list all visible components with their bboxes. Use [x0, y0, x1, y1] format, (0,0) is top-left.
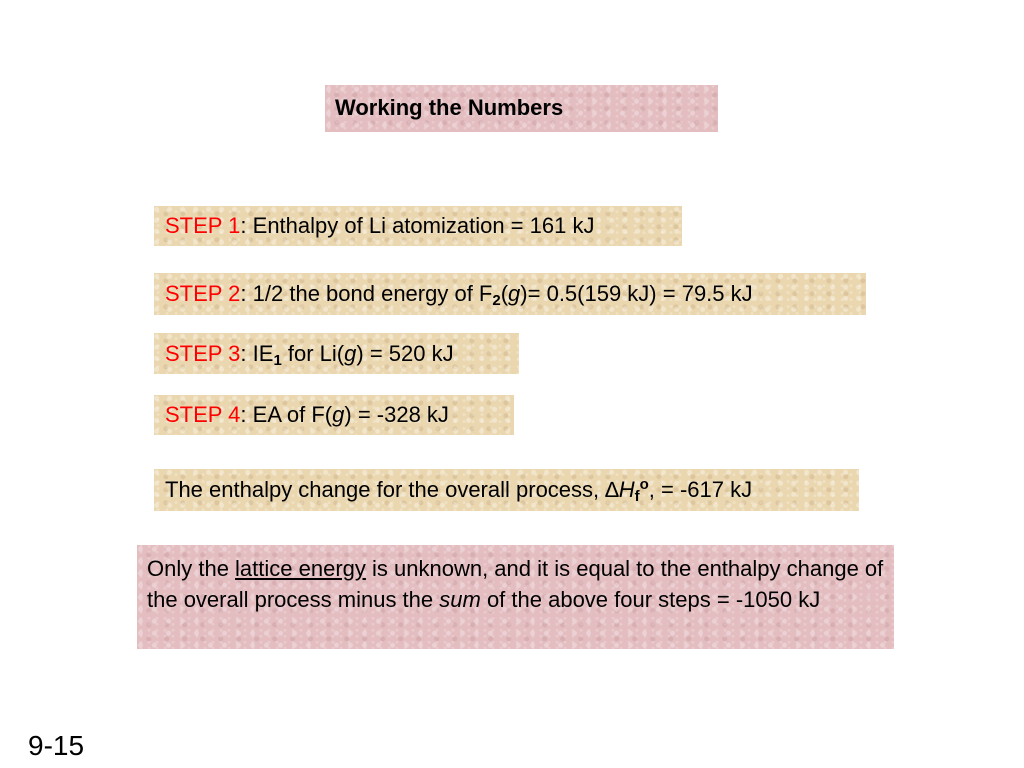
slide-title: Working the Numbers	[335, 95, 564, 120]
step-4-text-a: : EA of F(	[240, 402, 333, 427]
step-2-italic: g	[508, 281, 521, 306]
overall-process-box	[154, 469, 859, 511]
step-4-text-b: ) = -328 kJ	[344, 402, 449, 427]
enthalpy-symbol: H	[618, 477, 635, 502]
delta-symbol: ∆	[605, 477, 619, 502]
step-3-italic: g	[344, 341, 357, 366]
step-4-italic: g	[332, 402, 345, 427]
step-4-label: STEP 4	[165, 402, 241, 427]
step-2-label: STEP 2	[165, 281, 241, 306]
standard-superscript: o	[639, 476, 649, 493]
step-2-text-b: (	[500, 281, 509, 306]
lattice-energy-term: lattice energy	[235, 556, 366, 581]
lattice-text-a: Only the	[147, 556, 236, 581]
step-3-text-b: for Li(	[281, 341, 345, 366]
lattice-sum-term: sum	[439, 587, 481, 612]
step-3-subscript: 1	[273, 352, 282, 369]
slide-number: 9-15	[28, 730, 85, 761]
lattice-text-c: of the above four steps = -1050 kJ	[480, 587, 821, 612]
step-2-box	[154, 273, 866, 315]
step-1-box	[154, 206, 682, 246]
step-4-box	[154, 395, 514, 435]
step-2-text-a: : 1/2 the bond energy of F	[240, 281, 493, 306]
step-3-text-c: ) = 520 kJ	[356, 341, 454, 366]
step-1-text: : Enthalpy of Li atomization = 161 kJ	[240, 213, 595, 238]
overall-text-b: , = -617 kJ	[648, 477, 753, 502]
overall-text-a: The enthalpy change for the overall process,	[165, 477, 606, 502]
step-3-label: STEP 3	[165, 341, 241, 366]
lattice-text-b: is unknown, and it is equal to the enthalpy change of the overall process minus the	[147, 556, 884, 612]
step-2-text-c: )= 0.5(159 kJ) = 79.5 kJ	[520, 281, 753, 306]
slide-title-box	[325, 85, 718, 132]
lattice-energy-box	[137, 545, 894, 649]
step-2-subscript: 2	[492, 292, 501, 309]
step-3-box	[154, 333, 519, 374]
step-1-label: STEP 1	[165, 213, 241, 238]
step-3-text-a: : IE	[240, 341, 274, 366]
formation-subscript: f	[634, 488, 640, 505]
